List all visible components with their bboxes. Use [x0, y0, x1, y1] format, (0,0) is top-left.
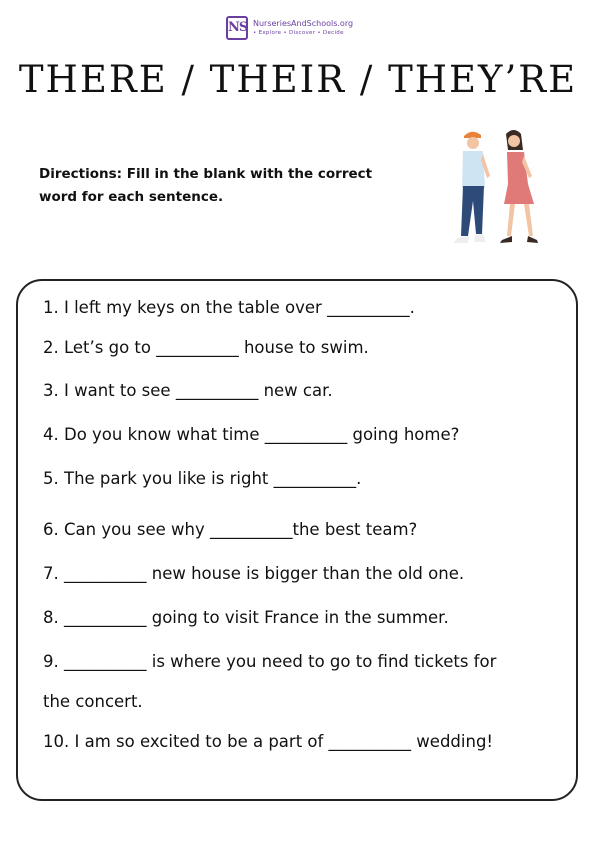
- question-4: 4. Do you know what time __________ going home?: [43, 425, 460, 444]
- directions: Directions: Fill in the blank with the correct word for each sentence.: [39, 166, 373, 205]
- question-9: 9. __________ is where you need to go to find tickets for: [43, 652, 497, 671]
- question-2: 2. Let’s go to __________ house to swim.: [43, 338, 369, 357]
- question-3: 3. I want to see __________ new car.: [43, 381, 333, 400]
- question-1: 1. I left my keys on the table over __________.: [43, 298, 415, 317]
- question-5: 5. The park you like is right __________.: [43, 469, 362, 488]
- question-8: 8. __________ going to visit France in the summer.: [43, 608, 449, 627]
- man-figure: [454, 132, 490, 243]
- question-10: 10. I am so excited to be a part of __________ wedding!: [43, 732, 494, 751]
- logo-name: NurseriesAndSchools.org: [253, 19, 354, 28]
- woman-figure: [500, 130, 538, 243]
- logo-tagline: • Explore • Discover • Decide: [253, 30, 344, 36]
- question-6: 6. Can you see why __________the best team?: [43, 520, 418, 539]
- worksheet-title: THERE / THEIR / THEY’RE: [18, 58, 578, 101]
- questions-box: [16, 279, 578, 801]
- question-9-continued: the concert.: [43, 692, 143, 711]
- walking-couple-illustration: [448, 126, 548, 250]
- logo: [226, 16, 356, 42]
- logo-mark: NS: [226, 16, 248, 40]
- question-7: 7. __________ new house is bigger than the old one.: [43, 564, 465, 583]
